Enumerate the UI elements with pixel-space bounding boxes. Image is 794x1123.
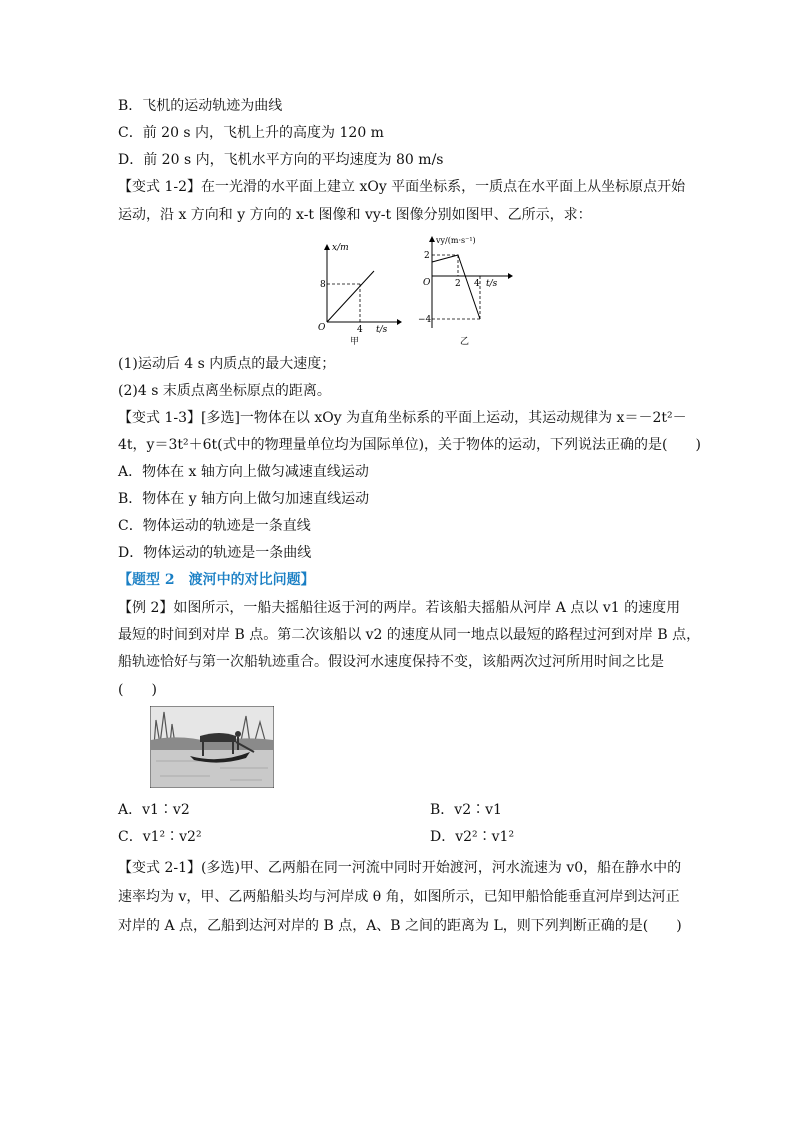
variant-2-1-line3: 对岸的 A 点，乙船到达河对岸的 B 点，A、B 之间的距离为 L，则下列判断正确的是( ) — [118, 918, 682, 934]
question-2: (2)4 s 末质点离坐标原点的距离。 — [118, 383, 331, 399]
option-b-4: B．v2∶v1 — [430, 802, 502, 818]
variant-2-1-line1: 【变式 2-1】(多选)甲、乙两船在同一河流中同时开始渡河，河水流速为 v0，船在静水中的 — [118, 860, 682, 876]
variant-2-1-line2: 速率均为 v，甲、乙两船船头均与河岸成 θ 角，如图所示，已知甲船恰能垂直河岸到达河正 — [118, 889, 680, 905]
yi-caption: 乙 — [460, 337, 470, 347]
example-2-line1: 【例 2】如图所示，一船夫摇船往返于河的两岸。若该船夫摇船从河岸 A 点以 v1 的速度用 — [118, 600, 681, 616]
jia-ylabel: x/m — [332, 243, 349, 253]
yi-xlabel: t/s — [486, 279, 498, 289]
yi-ytick-pos: 2 — [424, 251, 430, 261]
example-2-line2: 最短的时间到对岸 B 点。第二次该船以 v2 的速度从同一地点以最短的路程过河到对岸 B 点， — [118, 627, 701, 643]
yi-ylabel: vy/(m·s⁻¹) — [436, 236, 476, 245]
yi-origin: O — [423, 278, 431, 288]
example-2-line4: ( ) — [118, 682, 157, 698]
variant-1-2-line2: 运动，沿 x 方向和 y 方向的 x-t 图像和 vy-t 图像分别如图甲、乙所示，求： — [118, 207, 592, 223]
option-c-4: C．v1²∶v2² — [118, 829, 202, 845]
option-d-3: D．物体运动的轨迹是一条曲线 — [118, 545, 312, 561]
section-title-type2: 【题型 2 渡河中的对比问题】 — [118, 572, 315, 588]
variant-1-3-line1: 【变式 1-3】[多选]一物体在以 xOy 为直角坐标系的平面上运动，其运动规律为 x＝－2t²－ — [118, 410, 687, 426]
option-d-4: D．v2²∶v1² — [430, 829, 515, 845]
option-b-line: B．飞机的运动轨迹为曲线 — [118, 98, 283, 114]
question-1: (1)运动后 4 s 内质点的最大速度； — [118, 356, 336, 372]
jia-origin: O — [318, 323, 326, 333]
jia-caption: 甲 — [350, 337, 360, 346]
jia-xtick: 4 — [357, 325, 363, 335]
variant-1-2-line1: 【变式 1-2】在一光滑的水平面上建立 xOy 平面坐标系，一质点在水平面上从坐标原点开始 — [118, 179, 686, 195]
option-a-3: A．物体在 x 轴方向上做匀减速直线运动 — [118, 464, 369, 480]
jia-ytick: 8 — [320, 280, 326, 290]
boat-photo — [150, 706, 274, 788]
option-b-3: B．物体在 y 轴方向上做匀加速直线运动 — [118, 491, 370, 507]
yi-xtick2: 4 — [474, 279, 480, 289]
yi-ytick-neg: −4 — [418, 315, 432, 325]
option-c-line: C．前 20 s 内，飞机上升的高度为 120 m — [118, 125, 384, 141]
option-c-3: C．物体运动的轨迹是一条直线 — [118, 518, 311, 534]
jia-xlabel: t/s — [376, 325, 388, 335]
variant-1-3-line2: 4t，y＝3t²＋6t(式中的物理量单位均为国际单位)，关于物体的运动，下列说法正确的是( ) — [118, 437, 701, 453]
x-t-graph — [312, 238, 402, 346]
vy-t-graph — [418, 232, 518, 350]
option-a-4: A．v1∶v2 — [118, 802, 190, 818]
option-d-line: D．前 20 s 内，飞机水平方向的平均速度为 80 m/s — [118, 152, 444, 168]
example-2-line3: 船轨迹恰好与第一次船轨迹重合。假设河水速度保持不变，该船两次过河所用时间之比是 — [118, 654, 664, 670]
yi-xtick1: 2 — [455, 279, 461, 289]
